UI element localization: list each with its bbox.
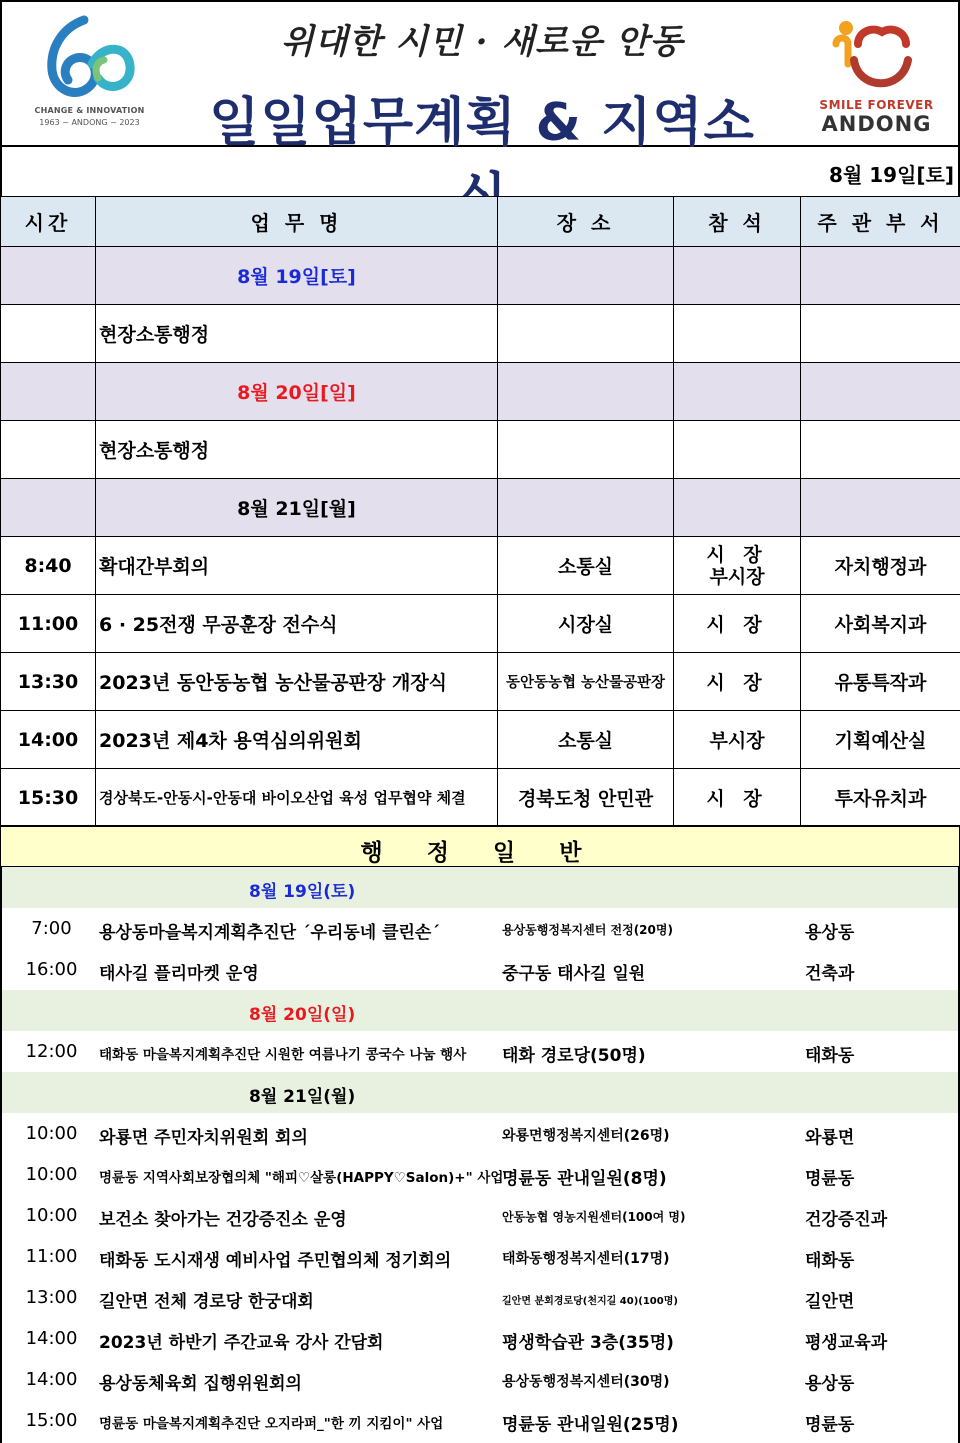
item-place: 태화동행정복지센터(17명): [502, 1251, 670, 1267]
item-time: 13:00: [25, 1287, 78, 1308]
item-task: 길안면 전체 경로당 한궁대회: [99, 1292, 314, 1312]
item-task: 명륜동 지역사회보장협의체 "해피♡살롱(HAPPY♡Salon)+" 사업: [99, 1170, 504, 1186]
item-task: 태사길 플리마켓 운영: [99, 964, 259, 984]
task-cell: 6 · 25전쟁 무공훈장 전수식: [96, 595, 498, 653]
col-attend-header: 참 석: [674, 197, 801, 247]
task-cell: 현장소통행정: [96, 421, 498, 479]
item-time: 14:00: [25, 1369, 78, 1390]
table-row: [1, 769, 960, 827]
attend-cell: 시 장: [674, 769, 801, 827]
logo-caption-2: 1963 ~ ANDONG ~ 2023: [39, 118, 140, 127]
col-time-header: 시간: [1, 197, 96, 247]
logo-smile-text: SMILE FOREVER: [819, 98, 934, 112]
item-dept: 건축과: [805, 964, 855, 984]
dept-cell: 투자유치과: [801, 769, 960, 827]
logo-andong-text: ANDONG: [821, 112, 932, 136]
general-day-row: [2, 1072, 958, 1113]
col-place-header: 장 소: [498, 197, 674, 247]
anniversary-60-logo: [32, 14, 147, 134]
day-label: 8월 19일[토]: [96, 247, 498, 305]
list-item: [2, 1031, 958, 1072]
item-task: 2023년 하반기 주간교육 강사 간담회: [99, 1333, 384, 1353]
dept-cell: 자치행정과: [801, 537, 960, 595]
item-place: 용상동행정복지센터 전정(20명): [502, 923, 673, 937]
attend-cell: 부시장: [674, 711, 801, 769]
list-item: [2, 1400, 958, 1441]
attend-line-1: 시 장: [706, 543, 768, 566]
general-day-row: [2, 990, 958, 1031]
list-item: [2, 1113, 958, 1154]
general-day-label: 8월 21일(월): [249, 1087, 356, 1107]
item-place: 명륜동 관내일원(25명): [502, 1415, 679, 1435]
smile-andong-icon: [814, 14, 939, 98]
item-time: 12:00: [25, 1041, 78, 1062]
general-day-label: 8월 19일(토): [249, 882, 356, 902]
item-dept: 용상동: [805, 923, 855, 943]
list-item: [2, 949, 958, 990]
table-row: [1, 711, 960, 769]
attend-cell: [674, 537, 801, 595]
place-cell: 경북도청 안민관: [498, 769, 674, 827]
item-dept: 건강증진과: [805, 1210, 888, 1230]
table-row: [1, 653, 960, 711]
item-dept: 용상동: [805, 1374, 855, 1394]
item-time: 14:00: [25, 1328, 78, 1349]
item-time: 11:00: [25, 1246, 78, 1267]
day-row-19: [1, 247, 960, 305]
time-cell: 8:40: [1, 537, 96, 595]
item-time: 10:00: [25, 1123, 78, 1144]
item-dept: 와룡면: [805, 1128, 855, 1148]
item-task: 와룡면 주민자치위원회 회의: [99, 1128, 308, 1148]
item-time: 10:00: [25, 1205, 78, 1226]
col-task-header: 업 무 명: [96, 197, 498, 247]
item-place: 용상동행정복지센터(30명): [502, 1374, 670, 1390]
attend-cell: 시 장: [674, 653, 801, 711]
item-place: 평생학습관 3층(35명): [502, 1333, 674, 1353]
task-cell: 2023년 동안동농협 농산물공판장 개장식: [96, 653, 498, 711]
dept-cell: 기획예산실: [801, 711, 960, 769]
logo-caption-1: CHANGE & INNOVATION: [34, 106, 145, 115]
item-task: 태화동 도시재생 예비사업 주민협의체 정기회의: [99, 1251, 452, 1271]
table-row: [1, 421, 960, 479]
attend-line-2: 부시장: [709, 565, 765, 588]
item-place: 길안면 분회경로당(천지길 40)(100명): [502, 1296, 678, 1307]
list-item: [2, 1195, 958, 1236]
task-cell: 현장소통행정: [96, 305, 498, 363]
task-cell: 경상북도-안동시-안동대 바이오산업 육성 업무협약 체결: [96, 769, 498, 827]
time-cell: 11:00: [1, 595, 96, 653]
col-dept-header: 주 관 부 서: [801, 197, 960, 247]
schedule-table: [0, 196, 960, 827]
item-time: 10:00: [25, 1164, 78, 1185]
item-place: 안동농협 영농지원센터(100여 명): [502, 1210, 686, 1224]
place-cell: 소통실: [498, 711, 674, 769]
dept-cell: 사회복지과: [801, 595, 960, 653]
dept-cell: 유통특작과: [801, 653, 960, 711]
list-item: [2, 908, 958, 949]
andong-logo: [814, 14, 939, 139]
list-item: [2, 1277, 958, 1318]
item-place: 태화 경로당(50명): [502, 1046, 646, 1066]
item-task: 태화동 마을복지계획추진단 시원한 여름나기 콩국수 나눔 행사: [99, 1047, 467, 1063]
item-place: 명륜동 관내일원(8명): [502, 1169, 667, 1189]
list-item: [2, 1236, 958, 1277]
time-cell: 13:30: [1, 653, 96, 711]
item-dept: 길안면: [805, 1292, 855, 1312]
page-header: [0, 0, 960, 153]
slogan: 위대한 시민 · 새로운 안동: [280, 22, 684, 62]
item-dept: 태화동: [805, 1251, 855, 1271]
item-time: 16:00: [25, 959, 78, 980]
task-cell: 확대간부회의: [96, 537, 498, 595]
general-section-title: 행 정 일 반: [0, 825, 960, 867]
place-cell: 시장실: [498, 595, 674, 653]
item-task: 명륜동 마을복지계획추진단 오지라퍼_"한 끼 지킴이" 사업: [99, 1416, 444, 1432]
item-task: 용상동체육회 집행위원회의: [99, 1374, 302, 1394]
attend-cell: 시 장: [674, 595, 801, 653]
list-item: [2, 1318, 958, 1359]
item-dept: 태화동: [805, 1046, 855, 1066]
day-row-20: [1, 363, 960, 421]
item-dept: 명륜동: [805, 1415, 855, 1435]
item-place: 중구동 태사길 일원: [502, 964, 646, 984]
table-row: [1, 305, 960, 363]
day-label: 8월 21일[월]: [96, 479, 498, 537]
item-task: 보건소 찾아가는 건강증진소 운영: [99, 1210, 347, 1230]
general-section: [0, 867, 960, 1443]
table-row: [1, 537, 960, 595]
place-cell: 동안동농협 농산물공판장: [498, 653, 674, 711]
report-date: 8월 19일[토]: [829, 163, 954, 187]
date-row: [0, 147, 960, 196]
day-label: 8월 20일[일]: [96, 363, 498, 421]
item-dept: 평생교육과: [805, 1333, 888, 1353]
item-time: 15:00: [25, 1410, 78, 1431]
day-row-21: [1, 479, 960, 537]
list-item: [2, 1359, 958, 1400]
item-place: 와룡면행정복지센터(26명): [502, 1128, 670, 1144]
general-day-row: [2, 867, 958, 908]
page-title: 일일업무계획 & 지역소: [209, 93, 755, 153]
item-task: 용상동마을복지계획추진단 ´우리동네 클린손´: [99, 923, 440, 943]
place-cell: 소통실: [498, 537, 674, 595]
list-item: [2, 1154, 958, 1195]
general-day-label: 8월 20일(일): [249, 1005, 356, 1025]
table-header-row: [1, 197, 960, 247]
time-cell: 14:00: [1, 711, 96, 769]
time-cell: 15:30: [1, 769, 96, 827]
item-dept: 명륜동: [805, 1169, 855, 1189]
table-row: [1, 595, 960, 653]
task-cell: 2023년 제4차 용역심의위원회: [96, 711, 498, 769]
item-time: 7:00: [31, 918, 72, 939]
sixty-emblem-icon: [32, 14, 147, 106]
